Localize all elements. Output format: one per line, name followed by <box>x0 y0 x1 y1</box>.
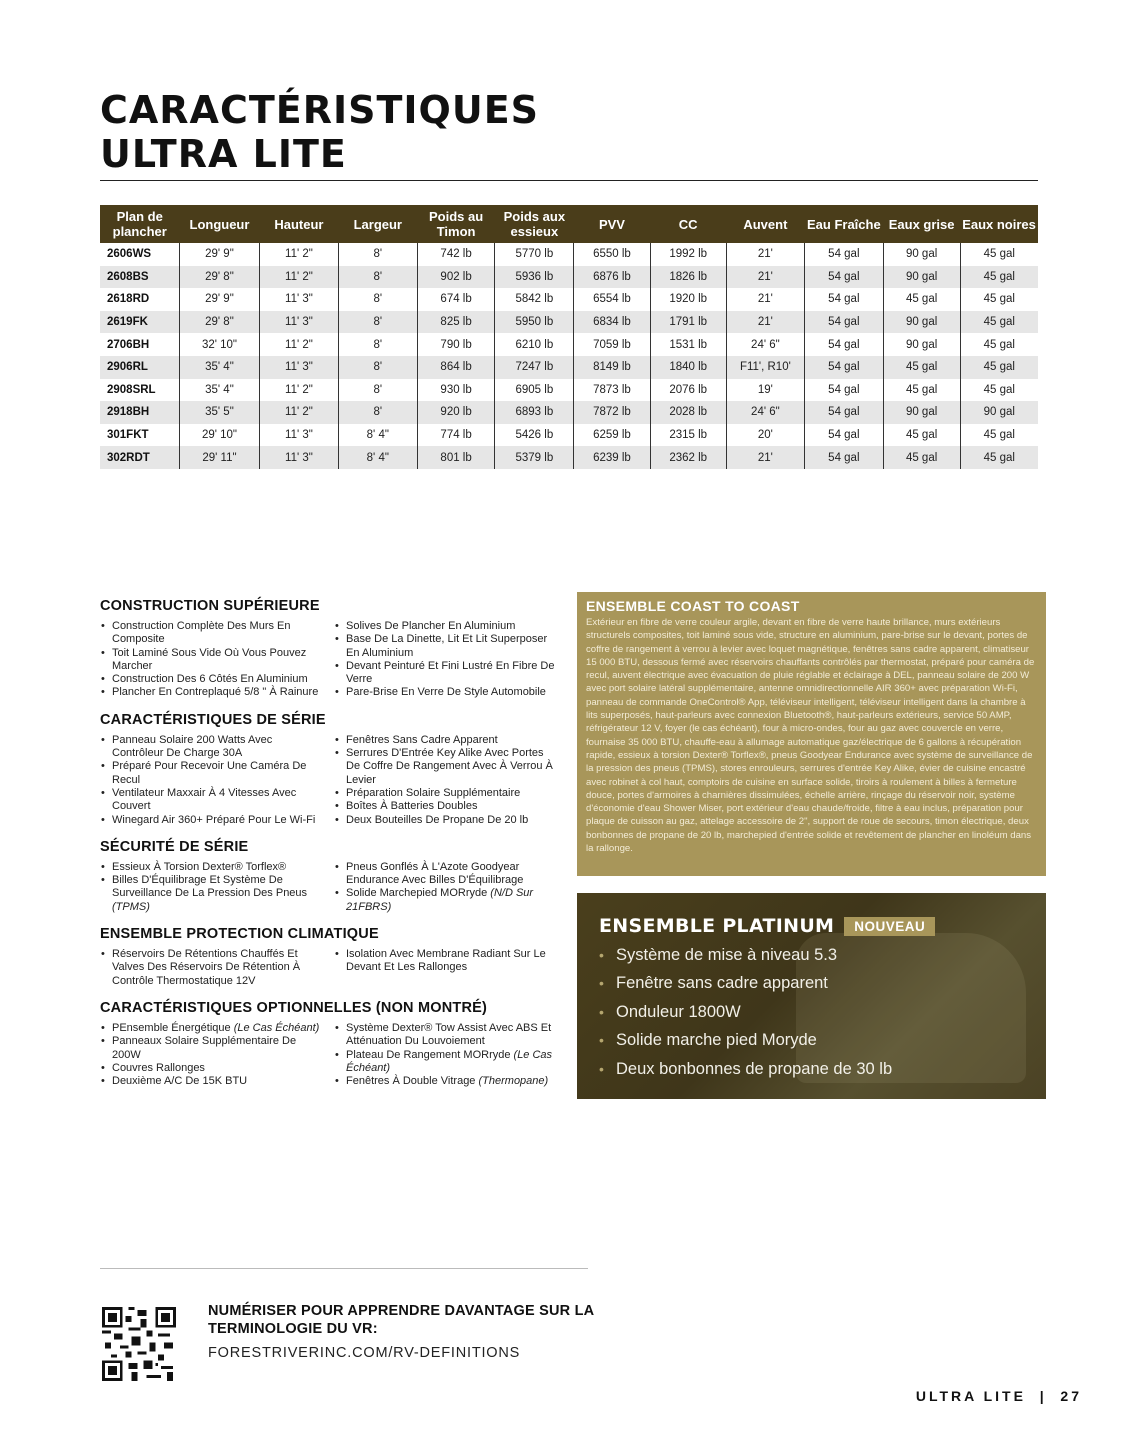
spec-cell: 6876 lb <box>574 266 650 289</box>
platinum-item: • Onduleur 1800W <box>599 998 1024 1026</box>
floorplan-cell: 301FKT <box>107 429 149 442</box>
spec-cell: 54 gal <box>805 266 884 289</box>
col-header: Eau Fraîche <box>805 205 884 243</box>
spec-cell: 54 gal <box>805 333 884 356</box>
col-header: Hauteur <box>260 205 339 243</box>
feature-note: (Le Cas Échéant) <box>346 1048 553 1074</box>
platinum-item: • Solide marche pied Moryde <box>599 1026 1024 1054</box>
spec-cell: 21' <box>726 266 804 289</box>
spec-cell: 2362 lb <box>650 446 726 469</box>
page-number: 27 <box>1060 1388 1082 1404</box>
col-header: Poids au Timon <box>417 205 495 243</box>
floorplan-cell: 2706BH <box>107 338 150 351</box>
table-row <box>100 333 1038 356</box>
platinum-package <box>577 893 1046 1099</box>
feature-item <box>334 633 556 660</box>
feature-text: Panneau Solaire 200 Watts Avec Contrôleur De Charge 30A <box>112 733 273 760</box>
spec-cell: 45 gal <box>960 446 1038 469</box>
spec-cell: 6210 lb <box>495 333 574 356</box>
new-badge: NOUVEAU <box>844 917 935 936</box>
spec-cell: 29' 9" <box>179 243 259 266</box>
feature-list-left <box>100 734 322 827</box>
page-label: ULTRA LITE <box>915 1388 1026 1404</box>
spec-cell: 24' 6" <box>726 333 804 356</box>
floorplan-cell: 2608BS <box>100 266 179 289</box>
spec-cell: 45 gal <box>960 424 1038 447</box>
spec-cell: 864 lb <box>417 356 495 379</box>
feature-text: Toit Laminé Sous Vide Où Vous Pouvez Marcher <box>112 646 307 672</box>
spec-cell: 6905 lb <box>495 379 574 402</box>
feature-text: Préparé Pour Recevoir Une Caméra De Recul <box>112 760 307 786</box>
feature-sections <box>100 598 560 1100</box>
spec-cell: 35' 4" <box>179 356 259 379</box>
spec-cell: 45 gal <box>960 243 1038 266</box>
spec-cell: 11' 2" <box>260 266 339 289</box>
spec-cell: 90 gal <box>883 266 960 289</box>
feature-text: Fenêtres Sans Cadre Apparent <box>346 733 498 746</box>
spec-cell: 21' <box>726 243 804 266</box>
feature-text: Base De La Dinette, Lit Et Lit Superposer En Aluminium <box>346 633 548 659</box>
title-line-2: ULTRA LITE <box>100 132 347 176</box>
spec-cell: 90 gal <box>883 311 960 334</box>
feature-text: Panneaux Solaire Supplémentaire De 200W <box>112 1035 297 1061</box>
feature-text: Système Dexter® Tow Assist Avec ABS Et Atténuation Du Louvoiement <box>346 1021 552 1048</box>
spec-cell: 24' 6" <box>726 401 804 424</box>
table-row <box>100 266 1038 289</box>
spec-cell: 32' 10" <box>179 333 259 356</box>
spec-cell: 5770 lb <box>495 243 574 266</box>
spec-cell: 5950 lb <box>495 311 574 334</box>
feature-note: (Le Cas Échéant) <box>233 1021 320 1034</box>
feature-item <box>334 734 556 747</box>
spec-cell: 8' <box>338 311 417 334</box>
feature-item <box>100 1062 322 1075</box>
feature-text: Solide Marchepied MORryde <box>346 887 488 900</box>
spec-cell: 11' 3" <box>260 288 339 311</box>
spec-cell: 19' <box>726 379 804 402</box>
spec-cell: 45 gal <box>960 266 1038 289</box>
spec-cell: 6893 lb <box>495 401 574 424</box>
section-title: CARACTÉRISTIQUES OPTIONNELLES (NON MONTRÉ) <box>100 999 488 1016</box>
spec-cell: 11' 3" <box>260 424 339 447</box>
feature-text: Billes D'Équilibrage Et Système De Surveillance De La Pression Des Pneus <box>112 874 308 900</box>
spec-cell: 5379 lb <box>495 446 574 469</box>
feature-item <box>334 686 556 699</box>
spec-cell: 8' <box>338 243 417 266</box>
col-header: Largeur <box>338 205 417 243</box>
platinum-list <box>599 941 1024 1083</box>
feature-item <box>100 874 322 914</box>
feature-text: Préparation Solaire Supplémentaire <box>346 786 521 799</box>
feature-item <box>334 861 556 888</box>
feature-text: Essieux À Torsion Dexter® Torflex® <box>112 860 287 873</box>
spec-cell: 1826 lb <box>650 266 726 289</box>
coast-to-coast-package <box>577 592 1046 876</box>
spec-cell: 54 gal <box>805 356 884 379</box>
feature-text: Plateau De Rangement MORryde <box>346 1048 511 1061</box>
spec-cell: 920 lb <box>417 401 495 424</box>
col-header: Longueur <box>179 205 259 243</box>
table-row <box>100 243 1038 266</box>
spec-cell: 6550 lb <box>574 243 650 266</box>
feature-item <box>100 734 322 761</box>
feature-item <box>334 887 556 914</box>
footer-divider <box>100 1268 588 1269</box>
feature-section <box>100 712 560 827</box>
spec-cell: 11' 2" <box>260 379 339 402</box>
spec-cell: 5936 lb <box>495 266 574 289</box>
feature-item <box>100 814 322 827</box>
spec-cell: 90 gal <box>883 333 960 356</box>
col-header: Plan de plancher <box>100 205 179 243</box>
feature-item <box>100 948 322 988</box>
spec-cell: 6239 lb <box>574 446 650 469</box>
feature-item <box>334 1075 556 1088</box>
feature-text: Plancher En Contreplaqué 5/8 " À Rainure <box>112 686 319 699</box>
coast-body: Extérieur en fibre de verre couleur argile, devant en fibre de verre haute brillance, murs extérieurs structurels composites, toit laminé sous vide, structure en aluminium, pare-brise sur le devant, portes de coffre de rangement à verrou à levier avec loquet magnétique, fenêtres sans cadre apparent, climatiseur 15 000 BTU, dessous fermé avec réservoirs chauffants contrôlés par thermostat, préparé pour caméra de recul, auvent électrique avec évacuation de pluie réglable et éclairage à DEL, panneau solaire de 200 W avec port solaire latéral supplémentaire, antenne omnidirectionnelle AIR 360+ avec préparation Wi-Fi, panneau de commande OneControl® App, téléviseur intelligent, téléviseur intelligent dans la chambre à lits superposés, haut-parleurs avec connexion Bluetooth®, haut-parleurs extérieurs, service 50 AMP, réfrigérateur 12 V, foyer (le cas échéant), four à micro-ondes, four au gaz avec couvercle en verre, fournaise 35 000 BTU, chauffe-eau à allumage automatique gaz/électrique de 6 gallons à récupération rapide, essieux à torsion Dexter® Torflex®, pneus Goodyear Endurance avec système de surveillance de la pression des pneus (TPMS), stores enrouleurs, serrures d'entrée Key Alike, évier de cuisine encastré avec robinet à col haut, comptoirs de cuisine en surface solide, tiroirs à roulement à billes à fermeture douce, portes d'armoires à charnières dissimulées, échelle arrière, rinçage du réservoir noir, système d'économie d'eau Shower Miser, port extérieur d'eau chaude/froide, filtre à eau inclus, préparation pour plaque de cuisson au gaz, attelage accessoire de 2", support de roue de secours, timon électrique, deux bonbonnes de propane de 20 lb, marchepied d'entrée solide et revêtement de plancher en linoléum dans la rallonge. <box>586 617 1035 855</box>
spec-cell: 742 lb <box>417 243 495 266</box>
title-line-1: CARACTÉRISTIQUES <box>100 88 540 132</box>
spec-cell: 674 lb <box>417 288 495 311</box>
spec-cell: 774 lb <box>417 424 495 447</box>
spec-cell: 11' 3" <box>260 446 339 469</box>
feature-item <box>100 620 322 647</box>
feature-text: Pare-Brise En Verre De Style Automobile <box>346 686 546 699</box>
table-row <box>100 401 1038 424</box>
col-header: Eaux grise <box>883 205 960 243</box>
spec-cell: 11' 3" <box>260 311 339 334</box>
spec-cell: 6259 lb <box>574 424 650 447</box>
feature-list-left <box>100 861 322 914</box>
table-row <box>100 379 1038 402</box>
feature-item <box>334 1049 556 1076</box>
section-title: CARACTÉRISTIQUES DE SÉRIE <box>100 711 326 728</box>
spec-cell: 8149 lb <box>574 356 650 379</box>
spec-cell: 2076 lb <box>650 379 726 402</box>
feature-text: Ventilateur Maxxair À 4 Vitesses Avec Couvert <box>112 786 297 813</box>
specs-table-body <box>100 243 1038 469</box>
spec-cell: 6834 lb <box>574 311 650 334</box>
spec-cell: 45 gal <box>883 446 960 469</box>
spec-cell: 790 lb <box>417 333 495 356</box>
spec-cell: 21' <box>726 288 804 311</box>
feature-text: Pneus Gonflés À L'Azote Goodyear Endurance Avec Billes D'Équilibrage <box>346 860 524 887</box>
spec-cell: 54 gal <box>805 288 884 311</box>
floorplan-cell: 2908SRL <box>107 383 156 396</box>
platinum-title: ENSEMBLE PLATINUM <box>599 915 835 937</box>
spec-cell: 11' 2" <box>260 333 339 356</box>
feature-text: Serrures D'Entrée Key Alike Avec Portes De Coffre De Rangement Avec À Verrou À Levier <box>346 747 553 786</box>
title-divider <box>100 180 1038 181</box>
platinum-header <box>599 915 1024 937</box>
feature-item <box>334 1022 556 1049</box>
feature-list-left <box>100 948 322 988</box>
feature-text: Solives De Plancher En Aluminium <box>346 620 516 632</box>
spec-cell: 8' 4" <box>338 424 417 447</box>
feature-section <box>100 926 560 988</box>
table-row <box>100 311 1038 334</box>
spec-cell: 8' <box>338 333 417 356</box>
spec-cell: F11', R10' <box>726 356 804 379</box>
platinum-item: • Deux bonbonnes de propane de 30 lb <box>599 1055 1024 1083</box>
coast-title: ENSEMBLE COAST TO COAST <box>586 598 800 614</box>
qr-code-icon[interactable] <box>102 1307 176 1381</box>
section-title: CONSTRUCTION SUPÉRIEURE <box>100 598 320 614</box>
spec-cell: 54 gal <box>805 424 884 447</box>
spec-cell: 8' <box>338 356 417 379</box>
spec-cell: 8' <box>338 266 417 289</box>
spec-cell: 35' 5" <box>179 401 259 424</box>
spec-cell: 29' 8" <box>179 266 259 289</box>
feature-text: Devant Peinturé Et Fini Lustré En Fibre De Verre <box>346 659 555 686</box>
spec-cell: 11' 2" <box>260 243 339 266</box>
feature-item <box>100 787 322 814</box>
feature-item <box>334 787 556 800</box>
spec-cell: 11' 2" <box>260 401 339 424</box>
floorplan-cell: 2606WS <box>107 248 152 261</box>
spec-cell: 35' 4" <box>179 379 259 402</box>
feature-list-right <box>334 948 556 988</box>
col-header: Auvent <box>726 205 804 243</box>
feature-text: Isolation Avec Membrane Radiant Sur Le Devant Et Les Rallonges <box>346 948 546 974</box>
definitions-link[interactable]: FORESTRIVERINC.COM/RV-DEFINITIONS <box>208 1345 521 1361</box>
spec-cell: 21' <box>726 446 804 469</box>
feature-item <box>100 673 322 686</box>
spec-cell: 801 lb <box>417 446 495 469</box>
col-header: Eaux noires <box>960 205 1038 243</box>
spec-cell: 7247 lb <box>495 356 574 379</box>
feature-item <box>334 800 556 813</box>
feature-text: PEnsemble Énergétique <box>112 1021 231 1034</box>
spec-cell: 8' 4" <box>338 446 417 469</box>
spec-cell: 5426 lb <box>495 424 574 447</box>
feature-text: Fenêtres À Double Vitrage <box>346 1075 476 1088</box>
spec-cell: 6554 lb <box>574 288 650 311</box>
spec-cell: 29' 11" <box>179 446 259 469</box>
spec-cell: 90 gal <box>960 401 1038 424</box>
spec-cell: 21' <box>726 311 804 334</box>
feature-list-left <box>100 620 322 700</box>
feature-item <box>100 861 322 874</box>
feature-list-right <box>334 1022 556 1088</box>
spec-cell: 29' 9" <box>179 288 259 311</box>
spec-cell: 90 gal <box>883 401 960 424</box>
spec-cell: 825 lb <box>417 311 495 334</box>
spec-cell: 8' <box>338 288 417 311</box>
feature-item <box>100 760 322 787</box>
spec-cell: 45 gal <box>883 356 960 379</box>
feature-list-right <box>334 861 556 914</box>
feature-item <box>100 1035 322 1062</box>
spec-cell: 2028 lb <box>650 401 726 424</box>
feature-item <box>100 1075 322 1088</box>
feature-item <box>334 948 556 975</box>
spec-cell: 8' <box>338 401 417 424</box>
feature-text: Couvres Rallonges <box>112 1061 205 1074</box>
feature-section <box>100 839 560 914</box>
col-header: CC <box>650 205 726 243</box>
page-separator: | <box>1032 1388 1054 1404</box>
table-row <box>100 424 1038 447</box>
feature-item <box>100 686 322 699</box>
table-row <box>100 446 1038 469</box>
feature-section <box>100 598 560 700</box>
feature-text: Construction Des 6 Côtés En Aluminium <box>112 673 308 686</box>
spec-cell: 20' <box>726 424 804 447</box>
feature-item <box>100 1022 322 1035</box>
feature-item <box>334 620 556 633</box>
table-row <box>100 288 1038 311</box>
spec-cell: 2315 lb <box>650 424 726 447</box>
col-header: PVV <box>574 205 650 243</box>
spec-cell: 7059 lb <box>574 333 650 356</box>
spec-cell: 54 gal <box>805 401 884 424</box>
spec-cell: 45 gal <box>883 424 960 447</box>
feature-item <box>334 660 556 687</box>
spec-cell: 1531 lb <box>650 333 726 356</box>
spec-cell: 54 gal <box>805 311 884 334</box>
feature-text: Réservoirs De Rétentions Chauffés Et Valves Des Réservoirs De Rétention À Contrôle Thermostatique 12V <box>112 948 301 987</box>
feature-text: Boîtes À Batteries Doubles <box>346 800 478 813</box>
feature-item <box>100 647 322 674</box>
floorplan-cell: 2618RD <box>107 293 150 306</box>
spec-cell: 29' 10" <box>179 424 259 447</box>
page-footer <box>916 1388 1082 1404</box>
page-title <box>100 88 539 176</box>
spec-cell: 5842 lb <box>495 288 574 311</box>
spec-cell: 29' 8" <box>179 311 259 334</box>
section-title: SÉCURITÉ DE SÉRIE <box>100 838 249 855</box>
spec-cell: 45 gal <box>960 379 1038 402</box>
platinum-item: • Fenêtre sans cadre apparent <box>599 969 1024 997</box>
spec-cell: 54 gal <box>805 446 884 469</box>
spec-cell: 45 gal <box>960 311 1038 334</box>
spec-cell: 45 gal <box>883 288 960 311</box>
feature-list-left <box>100 1022 322 1088</box>
feature-text: Deux Bouteilles De Propane De 20 lb <box>346 813 529 826</box>
feature-note: (TPMS) <box>112 900 150 913</box>
feature-text: Winegard Air 360+ Préparé Pour Le Wi-Fi <box>112 813 316 826</box>
spec-cell: 45 gal <box>960 288 1038 311</box>
feature-item <box>334 747 556 787</box>
spec-cell: 7873 lb <box>574 379 650 402</box>
feature-item <box>334 814 556 827</box>
spec-cell: 1920 lb <box>650 288 726 311</box>
feature-note: (N/D Sur 21FBRS) <box>346 887 534 913</box>
feature-list-right <box>334 734 556 827</box>
floorplan-cell: 2918BH <box>100 401 179 424</box>
col-header: Poids aux essieux <box>495 205 574 243</box>
spec-cell: 54 gal <box>805 243 884 266</box>
feature-text: Deuxième A/C De 15K BTU <box>112 1075 248 1088</box>
spec-cell: 1791 lb <box>650 311 726 334</box>
feature-text: Construction Complète Des Murs En Composite <box>112 620 291 646</box>
floorplan-cell: 302RDT <box>100 446 179 469</box>
feature-note: (Thermopane) <box>478 1075 549 1088</box>
spec-cell: 7872 lb <box>574 401 650 424</box>
floorplan-cell: 2906RL <box>100 356 179 379</box>
spec-cell: 8' <box>338 379 417 402</box>
spec-cell: 45 gal <box>960 356 1038 379</box>
table-row <box>100 356 1038 379</box>
spec-cell: 45 gal <box>960 333 1038 356</box>
spec-cell: 11' 3" <box>260 356 339 379</box>
spec-cell: 54 gal <box>805 379 884 402</box>
table-header-row <box>100 205 1038 243</box>
spec-cell: 1840 lb <box>650 356 726 379</box>
feature-section <box>100 1000 560 1088</box>
spec-cell: 1992 lb <box>650 243 726 266</box>
spec-cell: 930 lb <box>417 379 495 402</box>
spec-cell: 90 gal <box>883 243 960 266</box>
spec-cell: 902 lb <box>417 266 495 289</box>
feature-list-right <box>334 620 556 700</box>
platinum-item: • Système de mise à niveau 5.3 <box>599 941 1024 969</box>
section-title: ENSEMBLE PROTECTION CLIMATIQUE <box>100 926 379 943</box>
spec-cell: 45 gal <box>883 379 960 402</box>
scan-cta: NUMÉRISER POUR APPRENDRE DAVANTAGE SUR LA TERMINOLOGIE DU VR: <box>208 1303 594 1337</box>
specs-table <box>100 205 1038 469</box>
floorplan-cell: 2619FK <box>100 311 179 334</box>
